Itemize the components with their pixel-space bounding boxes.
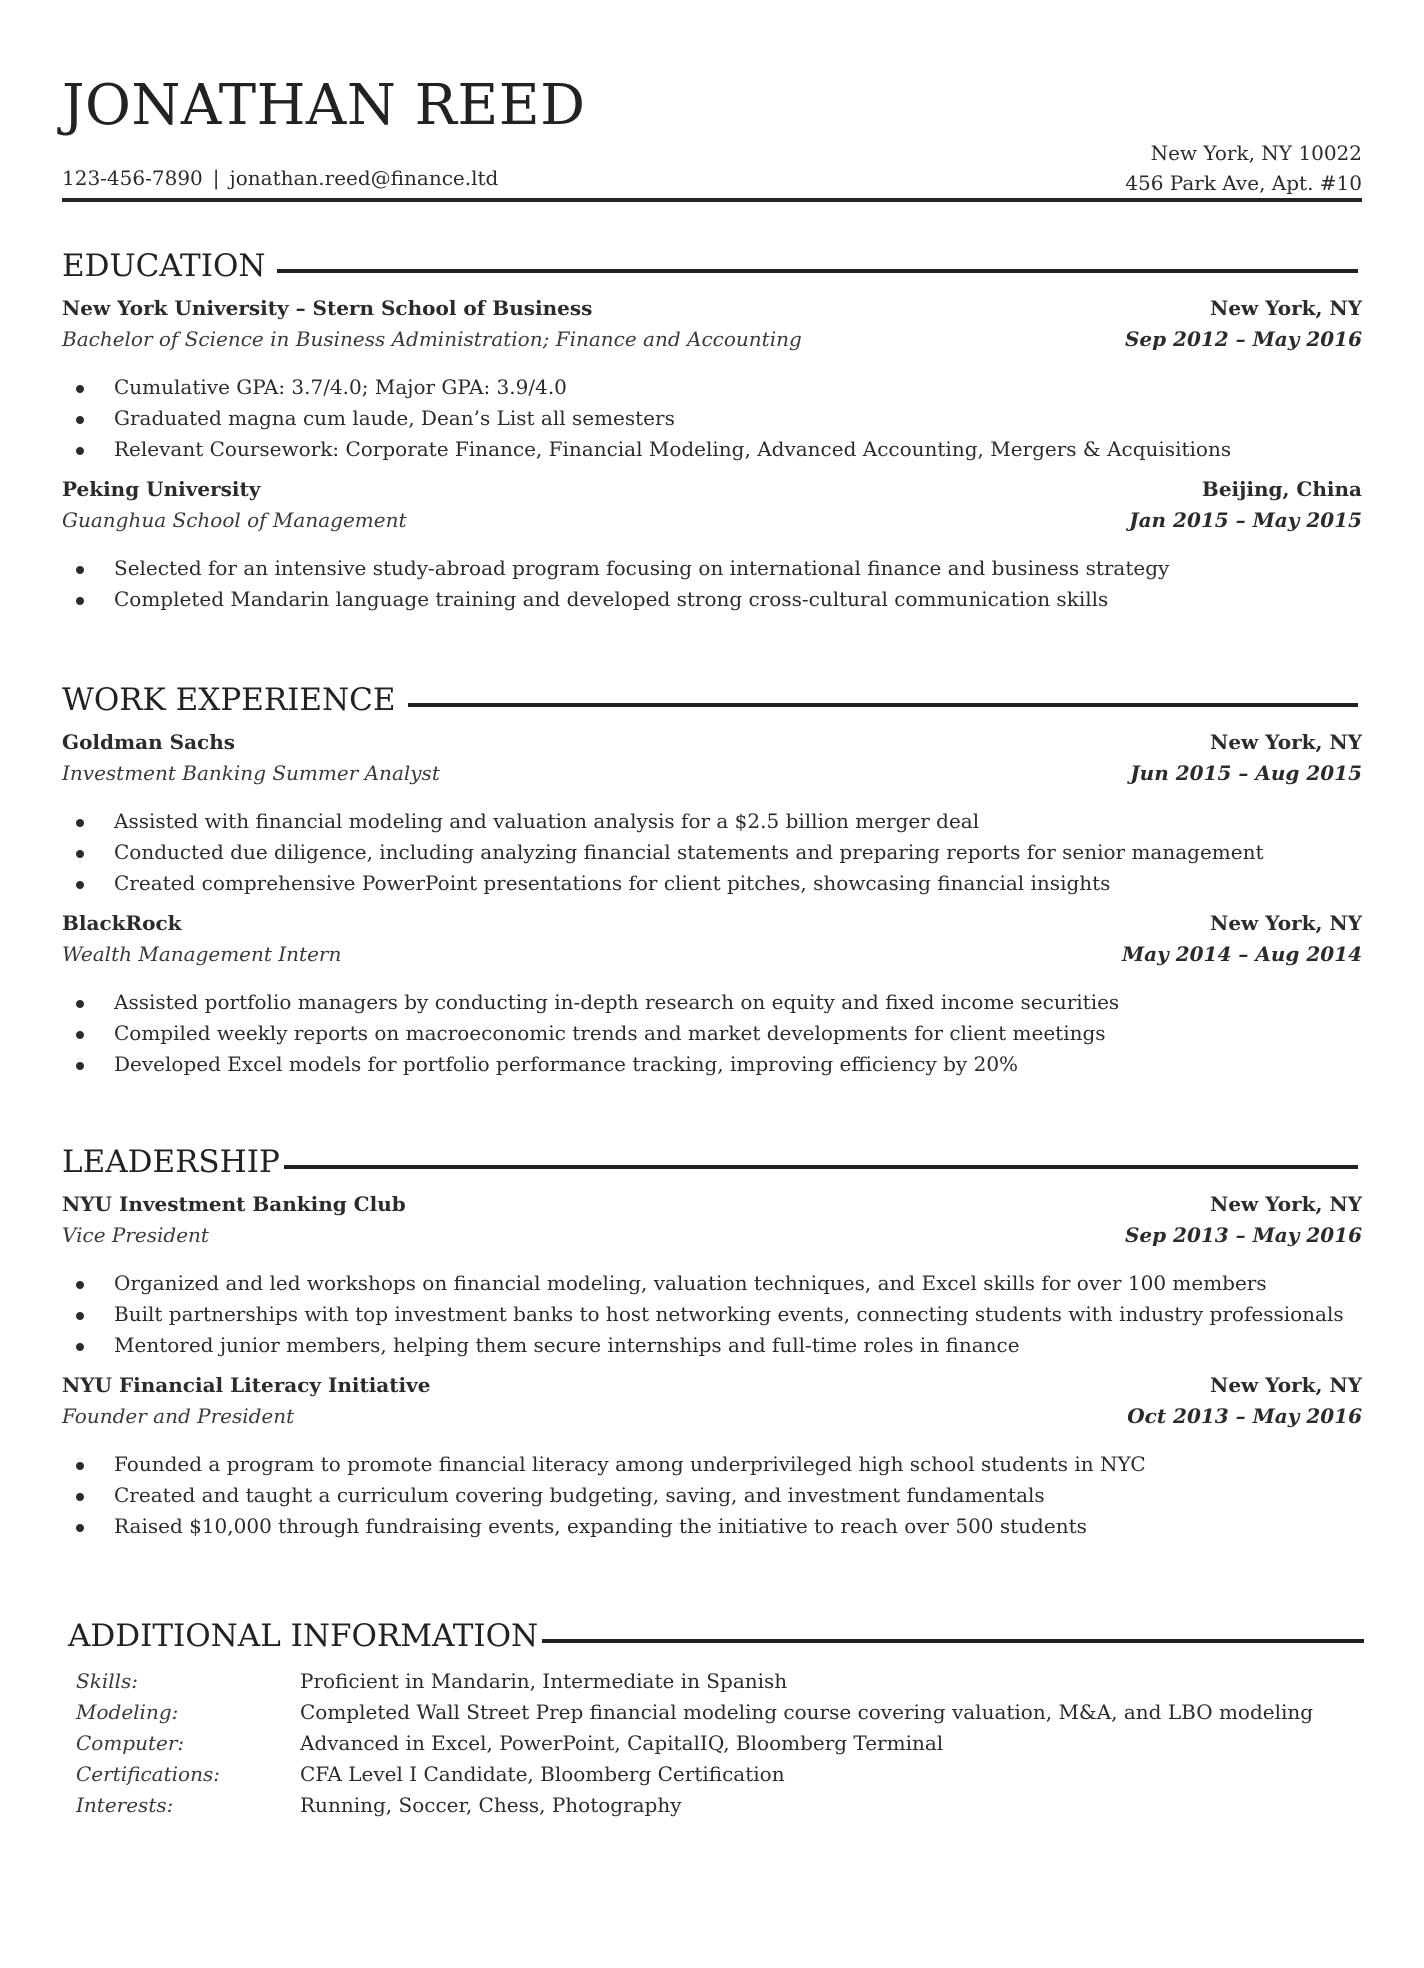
contact-info: [62, 166, 498, 190]
bullet-icon: [76, 566, 84, 574]
bullet-icon: [76, 850, 84, 858]
entry-role: Bachelor of Science in Business Administration; Finance and Accounting: [62, 327, 802, 351]
entry-dates: Jun 2015 – Aug 2015: [1130, 761, 1362, 785]
bullet-icon: [76, 1312, 84, 1320]
section-rule: [408, 703, 1358, 707]
bullet-icon: [76, 597, 84, 605]
section-title: ADDITIONAL INFORMATION: [68, 1618, 539, 1654]
bullet-item: Organized and led workshops on financial modeling, valuation techniques, and Excel skills for over 100 members: [62, 1268, 1362, 1299]
info-value: Running, Soccer, Chess, Photography: [300, 1793, 682, 1817]
bullet-icon: [76, 819, 84, 827]
entry-dates: Jan 2015 – May 2015: [1129, 508, 1362, 532]
section-title: LEADERSHIP: [62, 1144, 280, 1180]
info-label: Skills:: [76, 1669, 139, 1693]
info-label: Modeling:: [76, 1700, 179, 1724]
section-heading: [62, 246, 1362, 286]
bullet-list: [62, 553, 1362, 615]
section-heading: [62, 680, 1362, 720]
bullet-icon: [76, 1281, 84, 1289]
bullet-icon: [76, 1462, 84, 1470]
section-heading: [68, 1616, 1364, 1656]
education-entry: [62, 296, 1362, 465]
section-rule: [277, 269, 1358, 273]
section-rule: [284, 1165, 1358, 1169]
entry-location: New York, NY: [1210, 296, 1362, 320]
additional-info-table: [68, 1666, 1364, 1821]
entry-organization: NYU Financial Literacy Initiative: [62, 1373, 431, 1397]
address-city: New York, NY 10022: [1150, 141, 1362, 165]
bullet-list: [62, 372, 1362, 465]
info-label: Certifications:: [76, 1762, 220, 1786]
bullet-item: Cumulative GPA: 3.7/4.0; Major GPA: 3.9/4.0: [62, 372, 1362, 403]
entry-location: Beijing, China: [1201, 477, 1362, 501]
bullet-icon: [76, 1031, 84, 1039]
bullet-icon: [76, 1062, 84, 1070]
info-row-interests: [68, 1790, 1364, 1821]
bullet-icon: [76, 385, 84, 393]
entry-role: Vice President: [62, 1223, 209, 1247]
info-label: Computer:: [76, 1731, 185, 1755]
info-value: CFA Level I Candidate, Bloomberg Certification: [300, 1762, 785, 1786]
entry-role: Wealth Management Intern: [62, 942, 342, 966]
section-title: WORK EXPERIENCE: [62, 682, 396, 718]
address-street: 456 Park Ave, Apt. #10: [1125, 171, 1362, 195]
bullet-icon: [76, 1524, 84, 1532]
bullet-item: Created comprehensive PowerPoint presentations for client pitches, showcasing financial insights: [62, 868, 1362, 899]
bullet-item: Graduated magna cum laude, Dean’s List all semesters: [62, 403, 1362, 434]
bullet-icon: [76, 416, 84, 424]
bullet-item: Completed Mandarin language training and developed strong cross-cultural communication skills: [62, 584, 1362, 615]
entry-role: Investment Banking Summer Analyst: [62, 761, 440, 785]
info-row-computer: [68, 1728, 1364, 1759]
leadership-entry: [62, 1373, 1362, 1542]
section-rule: [542, 1639, 1364, 1643]
bullet-item: Built partnerships with top investment banks to host networking events, connecting students with industry professionals: [62, 1299, 1362, 1330]
entry-organization: Peking University: [62, 477, 261, 501]
entry-organization: New York University – Stern School of Business: [62, 296, 593, 320]
bullet-icon: [76, 881, 84, 889]
entry-location: New York, NY: [1210, 1192, 1362, 1216]
bullet-list: [62, 1268, 1362, 1361]
entry-role: Guanghua School of Management: [62, 508, 407, 532]
leadership-section: [62, 1142, 1362, 1542]
entry-dates: Oct 2013 – May 2016: [1127, 1404, 1362, 1428]
phone-number: 123-456-7890: [62, 166, 203, 190]
bullet-item: Mentored junior members, helping them secure internships and full-time roles in finance: [62, 1330, 1362, 1361]
entry-organization: BlackRock: [62, 911, 182, 935]
info-row-certifications: [68, 1759, 1364, 1790]
entry-location: New York, NY: [1210, 1373, 1362, 1397]
bullet-item: Assisted portfolio managers by conducting in-depth research on equity and fixed income securities: [62, 987, 1362, 1018]
resume-header: [62, 0, 1364, 204]
entry-location: New York, NY: [1210, 911, 1362, 935]
info-value: Completed Wall Street Prep financial modeling course covering valuation, M&A, and LBO modeling: [300, 1700, 1314, 1724]
bullet-icon: [76, 1493, 84, 1501]
candidate-name: JONATHAN REED: [62, 73, 586, 138]
additional-info-section: [68, 1616, 1364, 1821]
bullet-item: Relevant Coursework: Corporate Finance, Financial Modeling, Advanced Accounting, Mergers & Acquisitions: [62, 434, 1362, 465]
entry-dates: Sep 2012 – May 2016: [1124, 327, 1362, 351]
bullet-icon: [76, 447, 84, 455]
leadership-entry: [62, 1192, 1362, 1361]
section-heading: [62, 1142, 1362, 1182]
entry-role: Founder and President: [62, 1404, 295, 1428]
bullet-item: Assisted with financial modeling and valuation analysis for a $2.5 billion merger deal: [62, 806, 1362, 837]
bullet-item: Compiled weekly reports on macroeconomic trends and market developments for client meetings: [62, 1018, 1362, 1049]
bullet-item: Developed Excel models for portfolio performance tracking, improving efficiency by 20%: [62, 1049, 1362, 1080]
bullet-item: Conducted due diligence, including analyzing financial statements and preparing reports for senior management: [62, 837, 1362, 868]
bullet-icon: [76, 1343, 84, 1351]
entry-dates: May 2014 – Aug 2014: [1122, 942, 1362, 966]
info-row-skills: [68, 1666, 1364, 1697]
bullet-item: Raised $10,000 through fundraising events, expanding the initiative to reach over 500 students: [62, 1511, 1362, 1542]
bullet-list: [62, 987, 1362, 1080]
bullet-list: [62, 806, 1362, 899]
work-experience-section: [62, 680, 1362, 1080]
info-row-modeling: [68, 1697, 1364, 1728]
header-divider: [62, 198, 1362, 202]
address-block: [1125, 138, 1362, 198]
bullet-list: [62, 1449, 1362, 1542]
section-title: EDUCATION: [62, 248, 266, 284]
work-entry: [62, 730, 1362, 899]
work-entry: [62, 911, 1362, 1080]
info-value: Proficient in Mandarin, Intermediate in Spanish: [300, 1669, 788, 1693]
entry-organization: Goldman Sachs: [62, 730, 236, 754]
education-entry: [62, 477, 1362, 615]
entry-dates: Sep 2013 – May 2016: [1124, 1223, 1362, 1247]
contact-separator: |: [212, 166, 220, 190]
entry-location: New York, NY: [1210, 730, 1362, 754]
info-label: Interests:: [76, 1793, 174, 1817]
email-address: jonathan.reed@finance.ltd: [229, 166, 499, 190]
entry-organization: NYU Investment Banking Club: [62, 1192, 406, 1216]
bullet-icon: [76, 1000, 84, 1008]
bullet-item: Created and taught a curriculum covering budgeting, saving, and investment fundamentals: [62, 1480, 1362, 1511]
info-value: Advanced in Excel, PowerPoint, CapitalIQ, Bloomberg Terminal: [300, 1731, 944, 1755]
bullet-item: Selected for an intensive study-abroad program focusing on international finance and business strategy: [62, 553, 1362, 584]
education-section: [62, 246, 1362, 615]
bullet-item: Founded a program to promote financial literacy among underprivileged high school students in NYC: [62, 1449, 1362, 1480]
